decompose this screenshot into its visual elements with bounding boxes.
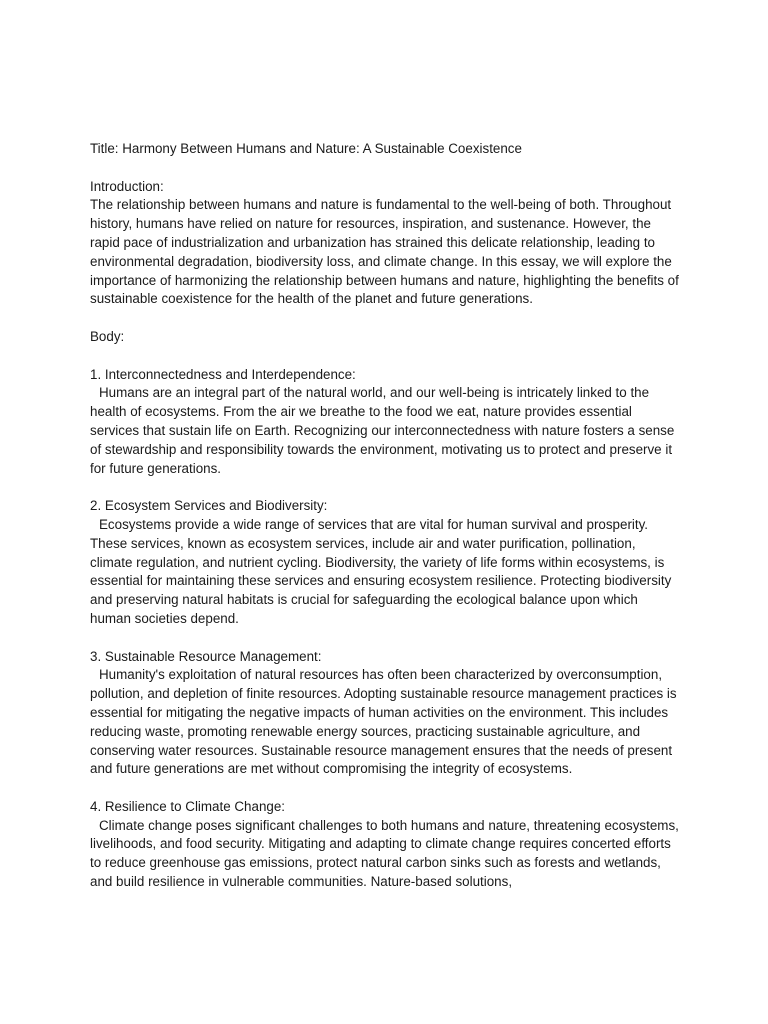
section-heading-2: 2. Ecosystem Services and Biodiversity: [90,498,328,514]
section-heading-4: 4. Resilience to Climate Change: [90,798,286,814]
section-heading-3: 3. Sustainable Resource Management: [90,648,322,664]
section-text-2: Ecosystems provide a wide range of services that are vital for human survival and prosperity. These services, known as ecosystem services, include air and water purification, pollination, climate regulation, and nutrient cycling. Biodiversity, the variety of life forms within ecosystems, is essential for maintaining these services and ensuring ecosystem resilience. Protecting biodiversity and preserving natural habitats is crucial for safeguarding the ecological balance upon which human societies depend. [90,516,672,626]
indent [90,818,99,833]
spacer [90,347,680,366]
section-text-4: Climate change poses significant challenges to both humans and nature, threatening ecosystems, livelihoods, and food security. Mitigating and adapting to climate change requires concerted efforts to reduce greenhouse gas emissions, protect natural carbon sinks such as forests and wetlands, and build resilience in vulnerable communities. Nature-based solutions, [90,817,679,890]
section-heading-1: 1. Interconnectedness and Interdependence: [90,366,356,382]
section-text-1: Humans are an integral part of the natural world, and our well-being is intricately linked to the health of ecosystems. From the air we breathe to the food we eat, nature provides essential services that sustain life on Earth. Recognizing our interconnectedness with nature fosters a sense of stewardship and responsibility towards the environment, motivating us to protect and preserve it for future generations. [90,385,675,476]
document-title: Title: Harmony Between Humans and Nature: A Sustainable Coexistence [90,141,522,156]
section-paragraph-3 [90,666,680,779]
indent [90,517,99,532]
spacer [90,629,680,648]
spacer [90,159,680,178]
section-paragraph-4 [90,817,680,892]
spacer [90,309,680,328]
intro-paragraph: The relationship between humans and nature is fundamental to the well-being of both. Throughout history, humans have relied on nature for resources, inspiration, and sustenance. However, the rapid pace of industrialization and urbanization has strained this delicate relationship, leading to environmental degradation, biodiversity loss, and climate change. In this essay, we will explore the importance of harmonizing the relationship between humans and nature, highlighting the benefits of sustainable coexistence for the health of the planet and future generations. [90,197,679,307]
section-paragraph-2 [90,516,680,629]
indent [90,385,99,400]
body-heading: Body: [90,328,125,344]
spacer [90,478,680,497]
indent [90,667,99,682]
intro-heading: Introduction: [90,178,164,194]
section-paragraph-1 [90,384,680,478]
section-text-3: Humanity's exploitation of natural resources has often been characterized by overconsumption, pollution, and depletion of finite resources. Adopting sustainable resource management practices is essential for mitigating the negative impacts of human activities on the environment. This includes reducing waste, promoting renewable energy sources, practicing sustainable agriculture, and conserving water resources. Sustainable resource management ensures that the needs of present and future generations are met without compromising the integrity of ecosystems. [90,667,677,777]
document-page [90,140,680,892]
spacer [90,779,680,798]
